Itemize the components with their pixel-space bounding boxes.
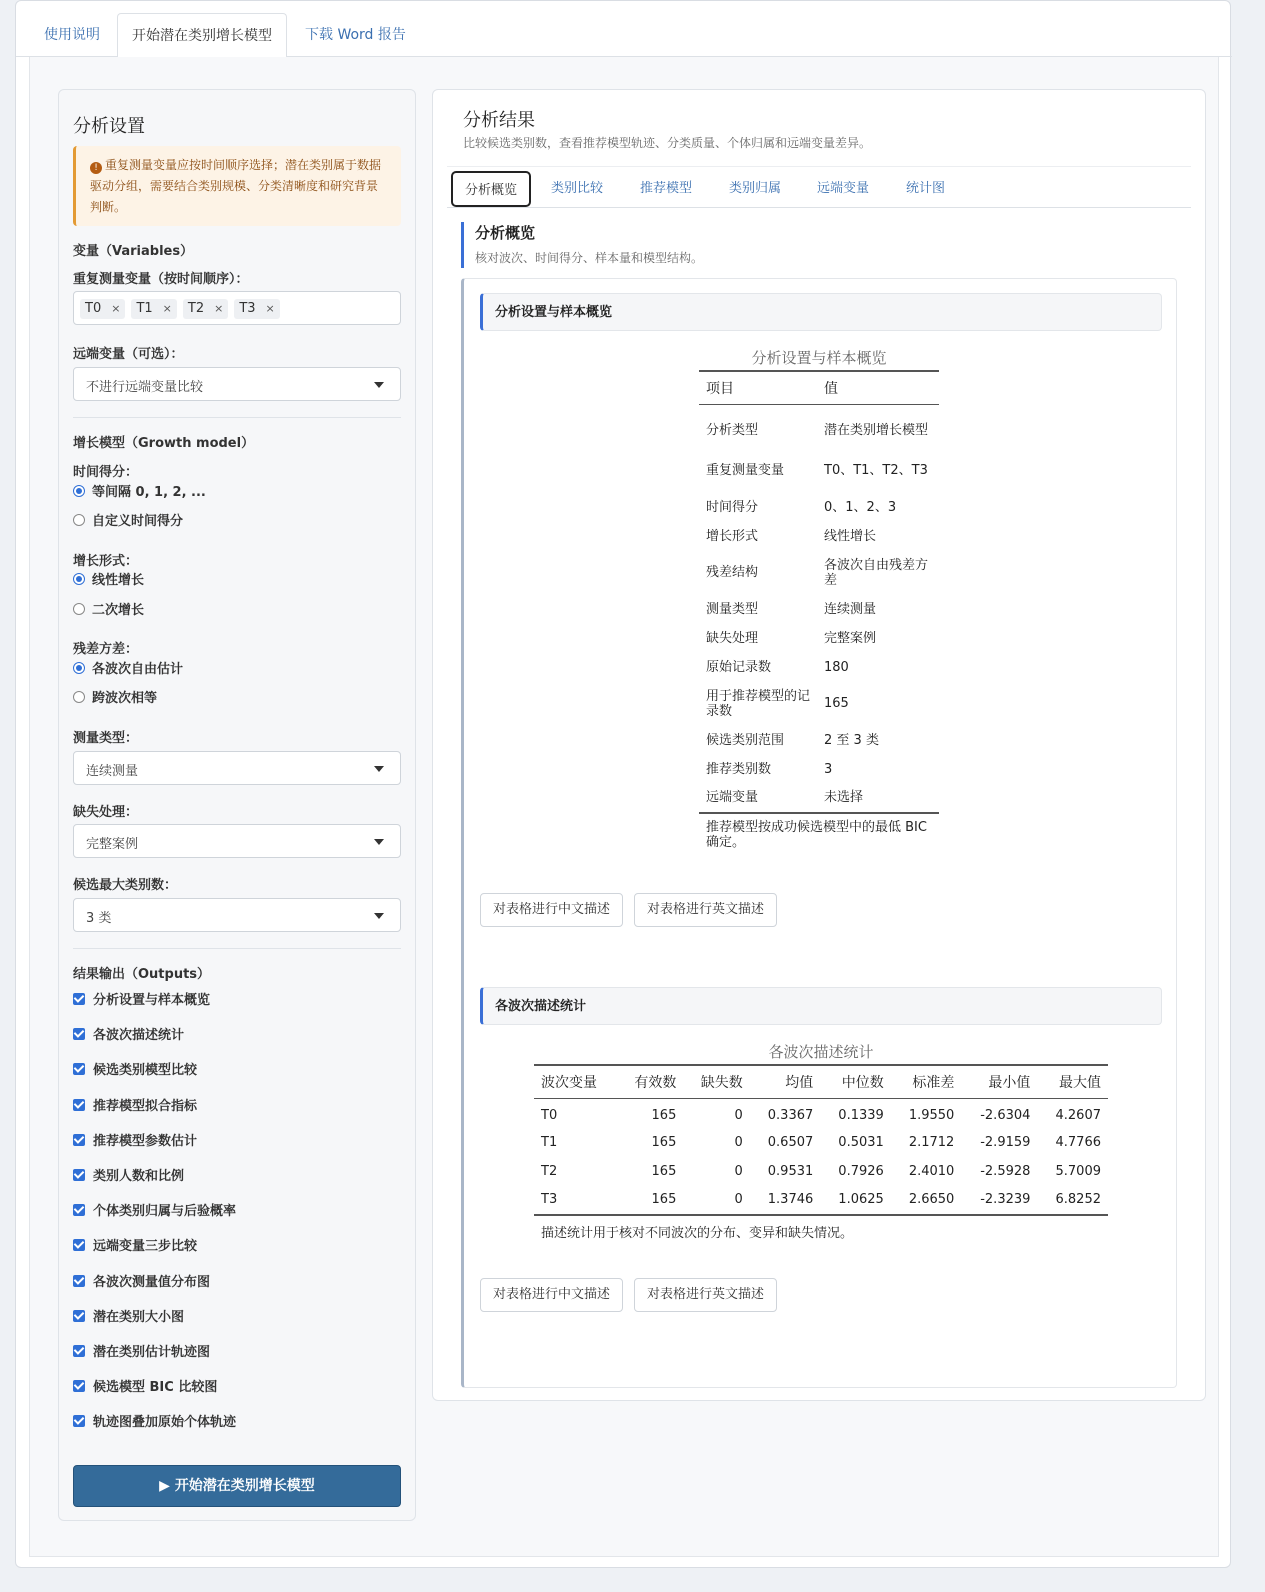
maxclass-select[interactable]: 3 类	[73, 898, 401, 932]
table-cell: 原始记录数	[706, 659, 772, 675]
table-header-row	[699, 371, 939, 405]
results-subtitle: 比较候选类别数，查看推荐模型轨迹、分类质量、个体归属和远端变量差异。	[463, 136, 872, 150]
results-panel	[432, 89, 1206, 1401]
descriptives-table	[534, 1064, 1108, 1241]
table-cell: 6.8252	[1037, 1186, 1108, 1215]
column-header: 最小值	[961, 1065, 1037, 1099]
table-cell: 4.2607	[1055, 1107, 1101, 1123]
tab-overview[interactable]: 分析概览	[451, 171, 531, 207]
tab-distal[interactable]: 远端变量	[817, 181, 870, 196]
column-header: 均值	[750, 1065, 821, 1099]
checkbox-checked-icon	[73, 1415, 85, 1427]
table-cell: 165	[651, 1163, 677, 1179]
describe-cn-button-2[interactable]: 对表格进行中文描述	[480, 1278, 623, 1312]
chip-t1: T1 ×	[131, 299, 176, 319]
divider	[73, 417, 401, 418]
results-title: 分析结果	[463, 110, 535, 131]
column-header: 波次变量	[534, 1065, 617, 1099]
output-checkbox[interactable]: 潜在类别估计轨迹图	[73, 1344, 210, 1362]
table-cell: 165	[824, 696, 849, 711]
settings-table	[699, 370, 939, 850]
table-cell: -2.9159	[980, 1134, 1031, 1150]
variables-section-title: 变量（Variables）	[73, 244, 194, 259]
table-cell: 2.6650	[891, 1186, 962, 1215]
table1-caption: 分析设置与样本概览	[751, 349, 887, 367]
chip-t0: T0 ×	[80, 299, 125, 319]
table-cell: 2.1712	[908, 1134, 955, 1150]
checkbox-checked-icon	[73, 993, 85, 1005]
table-cell: 用于推荐模型的记录数	[706, 688, 811, 719]
radio-time-custom[interactable]: 自定义时间得分	[73, 513, 183, 531]
output-checkbox[interactable]: 类别人数和比例	[73, 1168, 184, 1186]
remove-icon[interactable]: ×	[162, 302, 172, 315]
output-checkbox[interactable]: 各波次测量值分布图	[73, 1274, 210, 1292]
table-row	[699, 624, 939, 653]
table-cell: -2.5928	[980, 1163, 1031, 1179]
maxclass-label: 候选最大类别数：	[73, 878, 178, 893]
table-row	[699, 551, 939, 595]
table-cell: 0	[734, 1107, 743, 1123]
output-checkbox[interactable]: 分析设置与样本概览	[73, 992, 210, 1010]
overview-content	[461, 278, 1177, 1388]
radio-form-linear[interactable]: 线性增长	[73, 572, 144, 590]
table-cell: T1	[541, 1134, 558, 1150]
distal-select[interactable]: 不进行远端变量比较	[73, 367, 401, 401]
output-checkbox[interactable]: 各波次描述统计	[73, 1027, 184, 1045]
table-cell: 0.1339	[838, 1107, 884, 1123]
table-cell: 连续测量	[824, 601, 877, 617]
table-row	[699, 784, 939, 813]
table-cell: 各波次自由残差方差	[824, 557, 929, 588]
radio-icon	[73, 514, 85, 526]
checkbox-checked-icon	[73, 1063, 85, 1075]
output-checkbox[interactable]: 轨迹图叠加原始个体轨迹	[73, 1414, 236, 1432]
radio-icon	[73, 485, 85, 497]
table-cell: 3	[824, 761, 833, 777]
sidebar-title: 分析设置	[73, 116, 145, 137]
radio-time-equal[interactable]: 等间隔 0, 1, 2, ...	[73, 484, 206, 502]
table-cell: 165	[651, 1134, 677, 1150]
overview-title: 分析概览	[475, 224, 536, 242]
missing-select[interactable]: 完整案例	[73, 824, 401, 858]
chevron-down-icon	[374, 766, 384, 772]
remove-icon[interactable]: ×	[265, 302, 275, 315]
table-cell: -2.3239	[961, 1186, 1037, 1215]
table-cell: 增长形式	[706, 528, 759, 544]
tab-class-membership[interactable]: 类别归属	[729, 181, 782, 196]
table-row	[699, 755, 939, 784]
table-row	[699, 522, 939, 551]
checkbox-checked-icon	[73, 1239, 85, 1251]
repeated-label: 重复测量变量（按时间顺序）：	[73, 272, 249, 287]
table-row	[699, 493, 939, 522]
table-cell: 线性增长	[824, 528, 877, 544]
table-cell: 165	[651, 1107, 677, 1123]
remove-icon[interactable]: ×	[214, 302, 224, 315]
tab-recommended-model[interactable]: 推荐模型	[640, 181, 693, 196]
output-checkbox[interactable]: 推荐模型参数估计	[73, 1133, 197, 1151]
outputs-section-title: 结果输出（Outputs）	[73, 967, 211, 982]
table-cell: 0.3367	[767, 1107, 814, 1123]
measure-label: 测量类型：	[73, 731, 139, 746]
table-cell: 0.6507	[767, 1134, 814, 1150]
table-cell: 5.7009	[1055, 1163, 1101, 1179]
settings-sidebar	[58, 89, 416, 1521]
table-row	[534, 1099, 1108, 1128]
app-window	[15, 0, 1231, 1568]
checkbox-checked-icon	[73, 1099, 85, 1111]
checkbox-checked-icon	[73, 1380, 85, 1392]
table-row	[534, 1128, 1108, 1157]
table-cell: 推荐类别数	[706, 761, 772, 777]
table-cell: 1.3746	[750, 1186, 821, 1215]
radio-icon	[73, 573, 85, 585]
table-header-row	[534, 1065, 1108, 1099]
checkbox-checked-icon	[73, 1134, 85, 1146]
checkbox-checked-icon	[73, 1310, 85, 1322]
table-cell: 完整案例	[824, 630, 877, 646]
results-tab-bar	[447, 166, 1191, 208]
table-cell: 4.7766	[1055, 1134, 1101, 1150]
table-cell: 0	[734, 1163, 743, 1179]
table-cell: 0、1、2、3	[824, 499, 897, 515]
radio-icon	[73, 691, 85, 703]
table2-caption: 各波次描述统计	[768, 1043, 874, 1061]
output-checkbox[interactable]: 潜在类别大小图	[73, 1309, 184, 1327]
table-cell: 潜在类别增长模型	[824, 423, 929, 439]
output-checkbox[interactable]: 推荐模型拟合指标	[73, 1098, 197, 1116]
chip-t3: T3 ×	[234, 299, 279, 319]
checkbox-checked-icon	[73, 1028, 85, 1040]
distal-label: 远端变量（可选）：	[73, 347, 184, 362]
chevron-down-icon	[374, 839, 384, 845]
table-row	[699, 595, 939, 624]
table-cell: T2	[541, 1163, 558, 1179]
measure-select[interactable]: 连续测量	[73, 751, 401, 785]
table-cell: 165	[617, 1186, 683, 1215]
table-cell: T3	[534, 1186, 617, 1215]
tab-plots[interactable]: 统计图	[906, 181, 946, 196]
table-cell: 0	[734, 1134, 743, 1150]
describe-en-button-2[interactable]: 对表格进行英文描述	[634, 1278, 777, 1312]
radio-form-quadratic[interactable]: 二次增长	[73, 602, 144, 620]
table-cell: 重复测量变量	[706, 463, 785, 478]
table-row	[534, 1186, 1108, 1215]
chevron-down-icon	[374, 382, 384, 388]
table-note: 推荐模型按成功候选模型中的最低 BIC 确定。	[706, 819, 927, 850]
radio-icon	[73, 662, 85, 674]
card-header-settings: 分析设置与样本概览	[480, 293, 1162, 331]
tab-content	[29, 57, 1219, 1557]
table-row	[534, 1157, 1108, 1186]
column-header: 最大值	[1037, 1065, 1108, 1099]
output-checkbox[interactable]: 候选类别模型比较	[73, 1062, 197, 1080]
tab-instructions[interactable]: 使用说明	[44, 27, 100, 43]
card-header-descriptives: 各波次描述统计	[480, 987, 1162, 1025]
output-checkbox[interactable]: 个体类别归属与后验概率	[73, 1203, 236, 1221]
divider	[73, 948, 401, 949]
column-header: 项目	[699, 371, 817, 405]
checkbox-checked-icon	[73, 1204, 85, 1216]
describe-en-button[interactable]: 对表格进行英文描述	[634, 893, 777, 927]
exclamation-icon: !	[90, 162, 102, 174]
column-header: 值	[817, 371, 939, 405]
table-cell: 0	[683, 1186, 749, 1215]
table-cell: 远端变量	[699, 784, 817, 813]
top-tab-bar	[16, 13, 1232, 57]
resid-label: 残差方差：	[73, 642, 139, 657]
chevron-down-icon	[374, 913, 384, 919]
repeated-vars-input[interactable]	[73, 291, 401, 325]
describe-cn-button[interactable]: 对表格进行中文描述	[480, 893, 623, 927]
table-cell: T0	[541, 1107, 558, 1123]
table-cell: 1.0625	[820, 1186, 891, 1215]
table-cell: 未选择	[817, 784, 939, 813]
checkbox-checked-icon	[73, 1169, 85, 1181]
chip-t2: T2 ×	[183, 299, 228, 319]
table-cell: 2 至 3 类	[824, 732, 879, 748]
table-cell: 0.9531	[767, 1163, 814, 1179]
table-cell: 测量类型	[706, 601, 759, 617]
radio-resid-equal[interactable]: 跨波次相等	[73, 690, 157, 708]
table-cell: 0.5031	[838, 1134, 884, 1150]
run-lcgm-button[interactable]: ▶ 开始潜在类别增长模型	[73, 1465, 401, 1507]
checkbox-checked-icon	[73, 1275, 85, 1287]
table-cell: T0、T1、T2、T3	[824, 463, 928, 478]
table-row	[699, 653, 939, 682]
table-cell: 分析类型	[706, 423, 759, 439]
column-header: 有效数	[617, 1065, 683, 1099]
tab-download-word[interactable]: 下载 Word 报告	[305, 27, 406, 43]
growth-section-title: 增长模型（Growth model）	[73, 436, 255, 451]
table-cell: 缺失处理	[706, 630, 759, 646]
table-row	[699, 726, 939, 755]
radio-icon	[73, 603, 85, 615]
table-cell: 2.4010	[908, 1163, 955, 1179]
overview-heading	[461, 222, 703, 268]
radio-resid-free[interactable]: 各波次自由估计	[73, 661, 183, 679]
table-cell: 180	[824, 659, 849, 675]
overview-subtitle: 核对波次、时间得分、样本量和模型结构。	[475, 251, 704, 265]
checkbox-checked-icon	[73, 1345, 85, 1357]
remove-icon[interactable]: ×	[111, 302, 121, 315]
warning-text: 重复测量变量应按时间顺序选择；潜在类别属于数据驱动分组，需要结合类别规模、分类清晰度和研究背景判断。	[90, 158, 382, 214]
table-cell: -2.6304	[980, 1107, 1031, 1123]
table-note: 描述统计用于核对不同波次的分布、变异和缺失情况。	[541, 1225, 854, 1241]
table-cell: 1.9550	[908, 1107, 955, 1123]
table-cell: 残差结构	[706, 565, 759, 580]
tab-class-compare[interactable]: 类别比较	[551, 181, 604, 196]
time-label: 时间得分：	[73, 465, 139, 480]
output-checkbox[interactable]: 候选模型 BIC 比较图	[73, 1379, 217, 1397]
table-cell: 候选类别范围	[706, 732, 785, 748]
table-row	[699, 682, 939, 726]
table-cell: 时间得分	[706, 499, 759, 515]
column-header: 中位数	[820, 1065, 891, 1099]
output-checkbox[interactable]: 远端变量三步比较	[73, 1238, 197, 1256]
table-row	[699, 405, 939, 449]
table-cell: 0.7926	[838, 1163, 884, 1179]
warning-callout	[73, 146, 401, 226]
tab-start-lcgm[interactable]: 开始潜在类别增长模型	[117, 13, 287, 58]
column-header: 缺失数	[683, 1065, 749, 1099]
missing-label: 缺失处理：	[73, 805, 139, 820]
form-label: 增长形式：	[73, 554, 139, 569]
column-header: 标准差	[891, 1065, 962, 1099]
table-row	[699, 449, 939, 493]
